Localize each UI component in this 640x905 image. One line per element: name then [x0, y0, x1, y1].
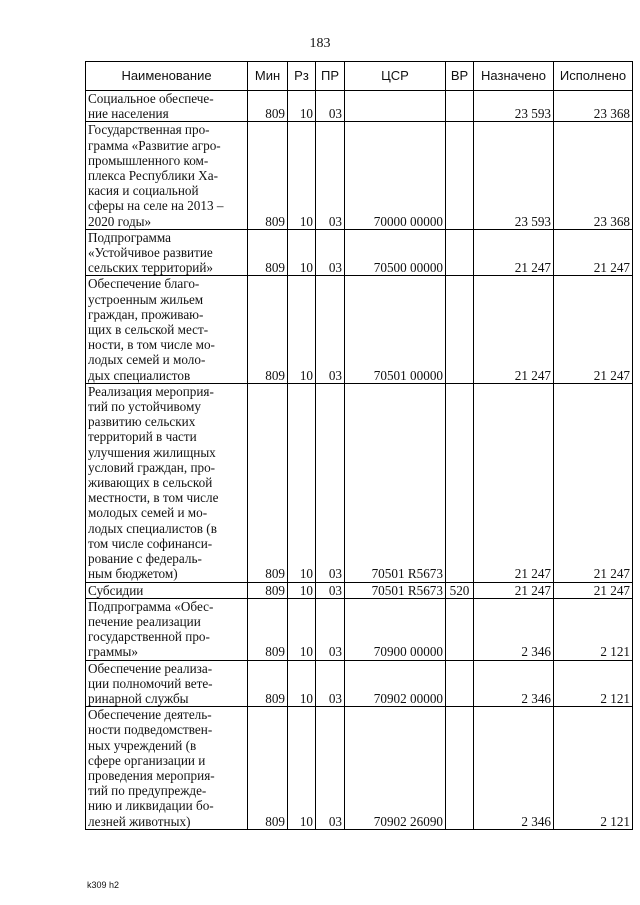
- name-line: плекса Республики Ха-: [88, 168, 218, 184]
- cell-vr: [446, 276, 474, 383]
- cell-vr: 520: [446, 582, 474, 598]
- cell-rz: 10: [288, 660, 316, 707]
- header-csr: ЦСР: [345, 62, 446, 91]
- name-line: печение реализации: [88, 613, 201, 629]
- cell-csr: 70900 00000: [345, 598, 446, 660]
- cell-min: 809: [248, 660, 288, 707]
- table-row: [86, 122, 633, 229]
- name-line: лезней животных): [88, 813, 191, 829]
- cell-csr: 70501 R5673: [345, 383, 446, 582]
- cell-vr: [446, 660, 474, 707]
- cell-rz: 10: [288, 598, 316, 660]
- name-line: щих в сельской мест-: [88, 322, 209, 338]
- cell-rz: 10: [288, 122, 316, 229]
- name-line: развитию сельских: [88, 414, 196, 430]
- name-line: дых специалистов: [88, 367, 191, 383]
- table-header-row: [86, 62, 633, 91]
- cell-vr: [446, 598, 474, 660]
- name-line: проведения мероприя-: [88, 767, 215, 783]
- name-line: лодых специалистов (в: [88, 520, 217, 536]
- header-assigned: Назначено: [474, 62, 554, 91]
- table-row: [86, 598, 633, 660]
- cell-csr: 70501 00000: [345, 276, 446, 383]
- cell-executed: 21 247: [554, 582, 633, 598]
- name-line: грамма «Развитие агро-: [88, 137, 221, 153]
- cell-executed: 2 121: [554, 660, 633, 707]
- cell-rz: 10: [288, 229, 316, 276]
- cell-name: [86, 122, 248, 229]
- cell-min: 809: [248, 383, 288, 582]
- name-line: Обеспечение реализа-: [88, 660, 213, 676]
- name-line: Подпрограмма «Обес-: [88, 598, 214, 614]
- cell-pr: 03: [316, 122, 345, 229]
- cell-min: 809: [248, 707, 288, 830]
- cell-name: [86, 383, 248, 582]
- name-line: нию и ликвидации бо-: [88, 798, 214, 814]
- cell-name: [86, 276, 248, 383]
- cell-pr: 03: [316, 582, 345, 598]
- name-line: граждан, проживаю-: [88, 306, 204, 322]
- cell-csr: 70000 00000: [345, 122, 446, 229]
- cell-name: [86, 582, 248, 598]
- cell-csr: 70500 00000: [345, 229, 446, 276]
- cell-rz: 10: [288, 91, 316, 122]
- cell-rz: 10: [288, 276, 316, 383]
- name-line: ности, в том числе мо-: [88, 337, 215, 353]
- cell-vr: [446, 229, 474, 276]
- cell-executed: 2 121: [554, 707, 633, 830]
- cell-min: 809: [248, 122, 288, 229]
- header-vr: ВР: [446, 62, 474, 91]
- cell-vr: [446, 122, 474, 229]
- name-line: Государственная про-: [88, 122, 210, 138]
- cell-executed: 21 247: [554, 383, 633, 582]
- name-line: Обеспечение деятель-: [88, 707, 212, 723]
- cell-assigned: 2 346: [474, 707, 554, 830]
- cell-pr: 03: [316, 91, 345, 122]
- name-line: условий граждан, про-: [88, 459, 216, 475]
- name-line: Социальное обеспече-: [88, 91, 214, 106]
- table-row: [86, 582, 633, 598]
- name-line: ринарной службы: [88, 690, 189, 706]
- name-line: живающих в сельской: [88, 475, 213, 491]
- cell-executed: 23 368: [554, 91, 633, 122]
- cell-vr: [446, 707, 474, 830]
- name-line: сфере организации и: [88, 752, 206, 768]
- name-line: касия и социальной: [88, 183, 199, 199]
- cell-assigned: 2 346: [474, 598, 554, 660]
- cell-pr: 03: [316, 707, 345, 830]
- name-line: ным бюджетом): [88, 566, 178, 582]
- name-line: устроенным жильем: [88, 291, 204, 307]
- cell-pr: 03: [316, 383, 345, 582]
- cell-csr: 70902 00000: [345, 660, 446, 707]
- name-line: Реализация мероприя-: [88, 383, 214, 399]
- cell-pr: 03: [316, 229, 345, 276]
- budget-table: [85, 61, 633, 830]
- name-line: Обеспечение благо-: [88, 276, 200, 292]
- cell-pr: 03: [316, 276, 345, 383]
- header-pr: ПР: [316, 62, 345, 91]
- header-min: Мин: [248, 62, 288, 91]
- cell-vr: [446, 383, 474, 582]
- table-row: [86, 229, 633, 276]
- name-line: лодых семей и моло-: [88, 352, 206, 368]
- name-line: ции полномочий вете-: [88, 675, 213, 691]
- name-line: Субсидии: [88, 582, 144, 598]
- cell-name: [86, 598, 248, 660]
- cell-name: [86, 91, 248, 122]
- header-executed: Исполнено: [554, 62, 633, 91]
- cell-name: [86, 229, 248, 276]
- name-line: том числе софинанси-: [88, 535, 213, 551]
- footer-code: k309 h2: [87, 880, 120, 890]
- name-line: рование с федераль-: [88, 551, 202, 567]
- name-line: сельских территорий»: [88, 260, 214, 276]
- name-line: промышленного ком-: [88, 152, 209, 168]
- cell-assigned: 21 247: [474, 582, 554, 598]
- header-rz: Рз: [288, 62, 316, 91]
- name-line: улучшения жилищных: [88, 444, 216, 460]
- table-body: [86, 91, 633, 830]
- cell-csr: [345, 91, 446, 122]
- table-row: [86, 91, 633, 122]
- name-line: тий по предупрежде-: [88, 783, 207, 799]
- cell-min: 809: [248, 229, 288, 276]
- cell-executed: 21 247: [554, 229, 633, 276]
- cell-name: [86, 707, 248, 830]
- cell-executed: 2 121: [554, 598, 633, 660]
- table-row: [86, 276, 633, 383]
- cell-rz: 10: [288, 582, 316, 598]
- table-row: [86, 383, 633, 582]
- name-line: местности, в том числе: [88, 490, 219, 506]
- header-name: Наименование: [86, 62, 248, 91]
- name-line: ние населения: [88, 106, 169, 122]
- cell-csr: 70902 26090: [345, 707, 446, 830]
- table-row: [86, 707, 633, 830]
- cell-assigned: 21 247: [474, 383, 554, 582]
- cell-min: 809: [248, 91, 288, 122]
- cell-min: 809: [248, 582, 288, 598]
- name-line: граммы»: [88, 644, 139, 660]
- cell-assigned: 2 346: [474, 660, 554, 707]
- cell-executed: 21 247: [554, 276, 633, 383]
- cell-min: 809: [248, 276, 288, 383]
- name-line: тий по устойчивому: [88, 399, 201, 415]
- page-number: 183: [309, 36, 331, 51]
- cell-executed: 23 368: [554, 122, 633, 229]
- name-line: государственной про-: [88, 629, 210, 645]
- name-line: «Устойчивое развитие: [88, 245, 213, 261]
- name-line: Подпрограмма: [88, 229, 172, 245]
- cell-assigned: 23 593: [474, 122, 554, 229]
- cell-rz: 10: [288, 707, 316, 830]
- name-line: сферы на селе на 2013 –: [88, 198, 224, 214]
- name-line: территорий в части: [88, 429, 197, 445]
- cell-assigned: 21 247: [474, 229, 554, 276]
- table-row: [86, 660, 633, 707]
- name-line: 2020 годы»: [88, 213, 152, 229]
- cell-assigned: 23 593: [474, 91, 554, 122]
- cell-pr: 03: [316, 660, 345, 707]
- cell-pr: 03: [316, 598, 345, 660]
- name-line: молодых семей и мо-: [88, 505, 208, 521]
- cell-rz: 10: [288, 383, 316, 582]
- cell-min: 809: [248, 598, 288, 660]
- name-line: ности подведомствен-: [88, 722, 213, 738]
- cell-csr: 70501 R5673: [345, 582, 446, 598]
- cell-name: [86, 660, 248, 707]
- cell-assigned: 21 247: [474, 276, 554, 383]
- cell-vr: [446, 91, 474, 122]
- name-line: ных учреждений (в: [88, 737, 197, 753]
